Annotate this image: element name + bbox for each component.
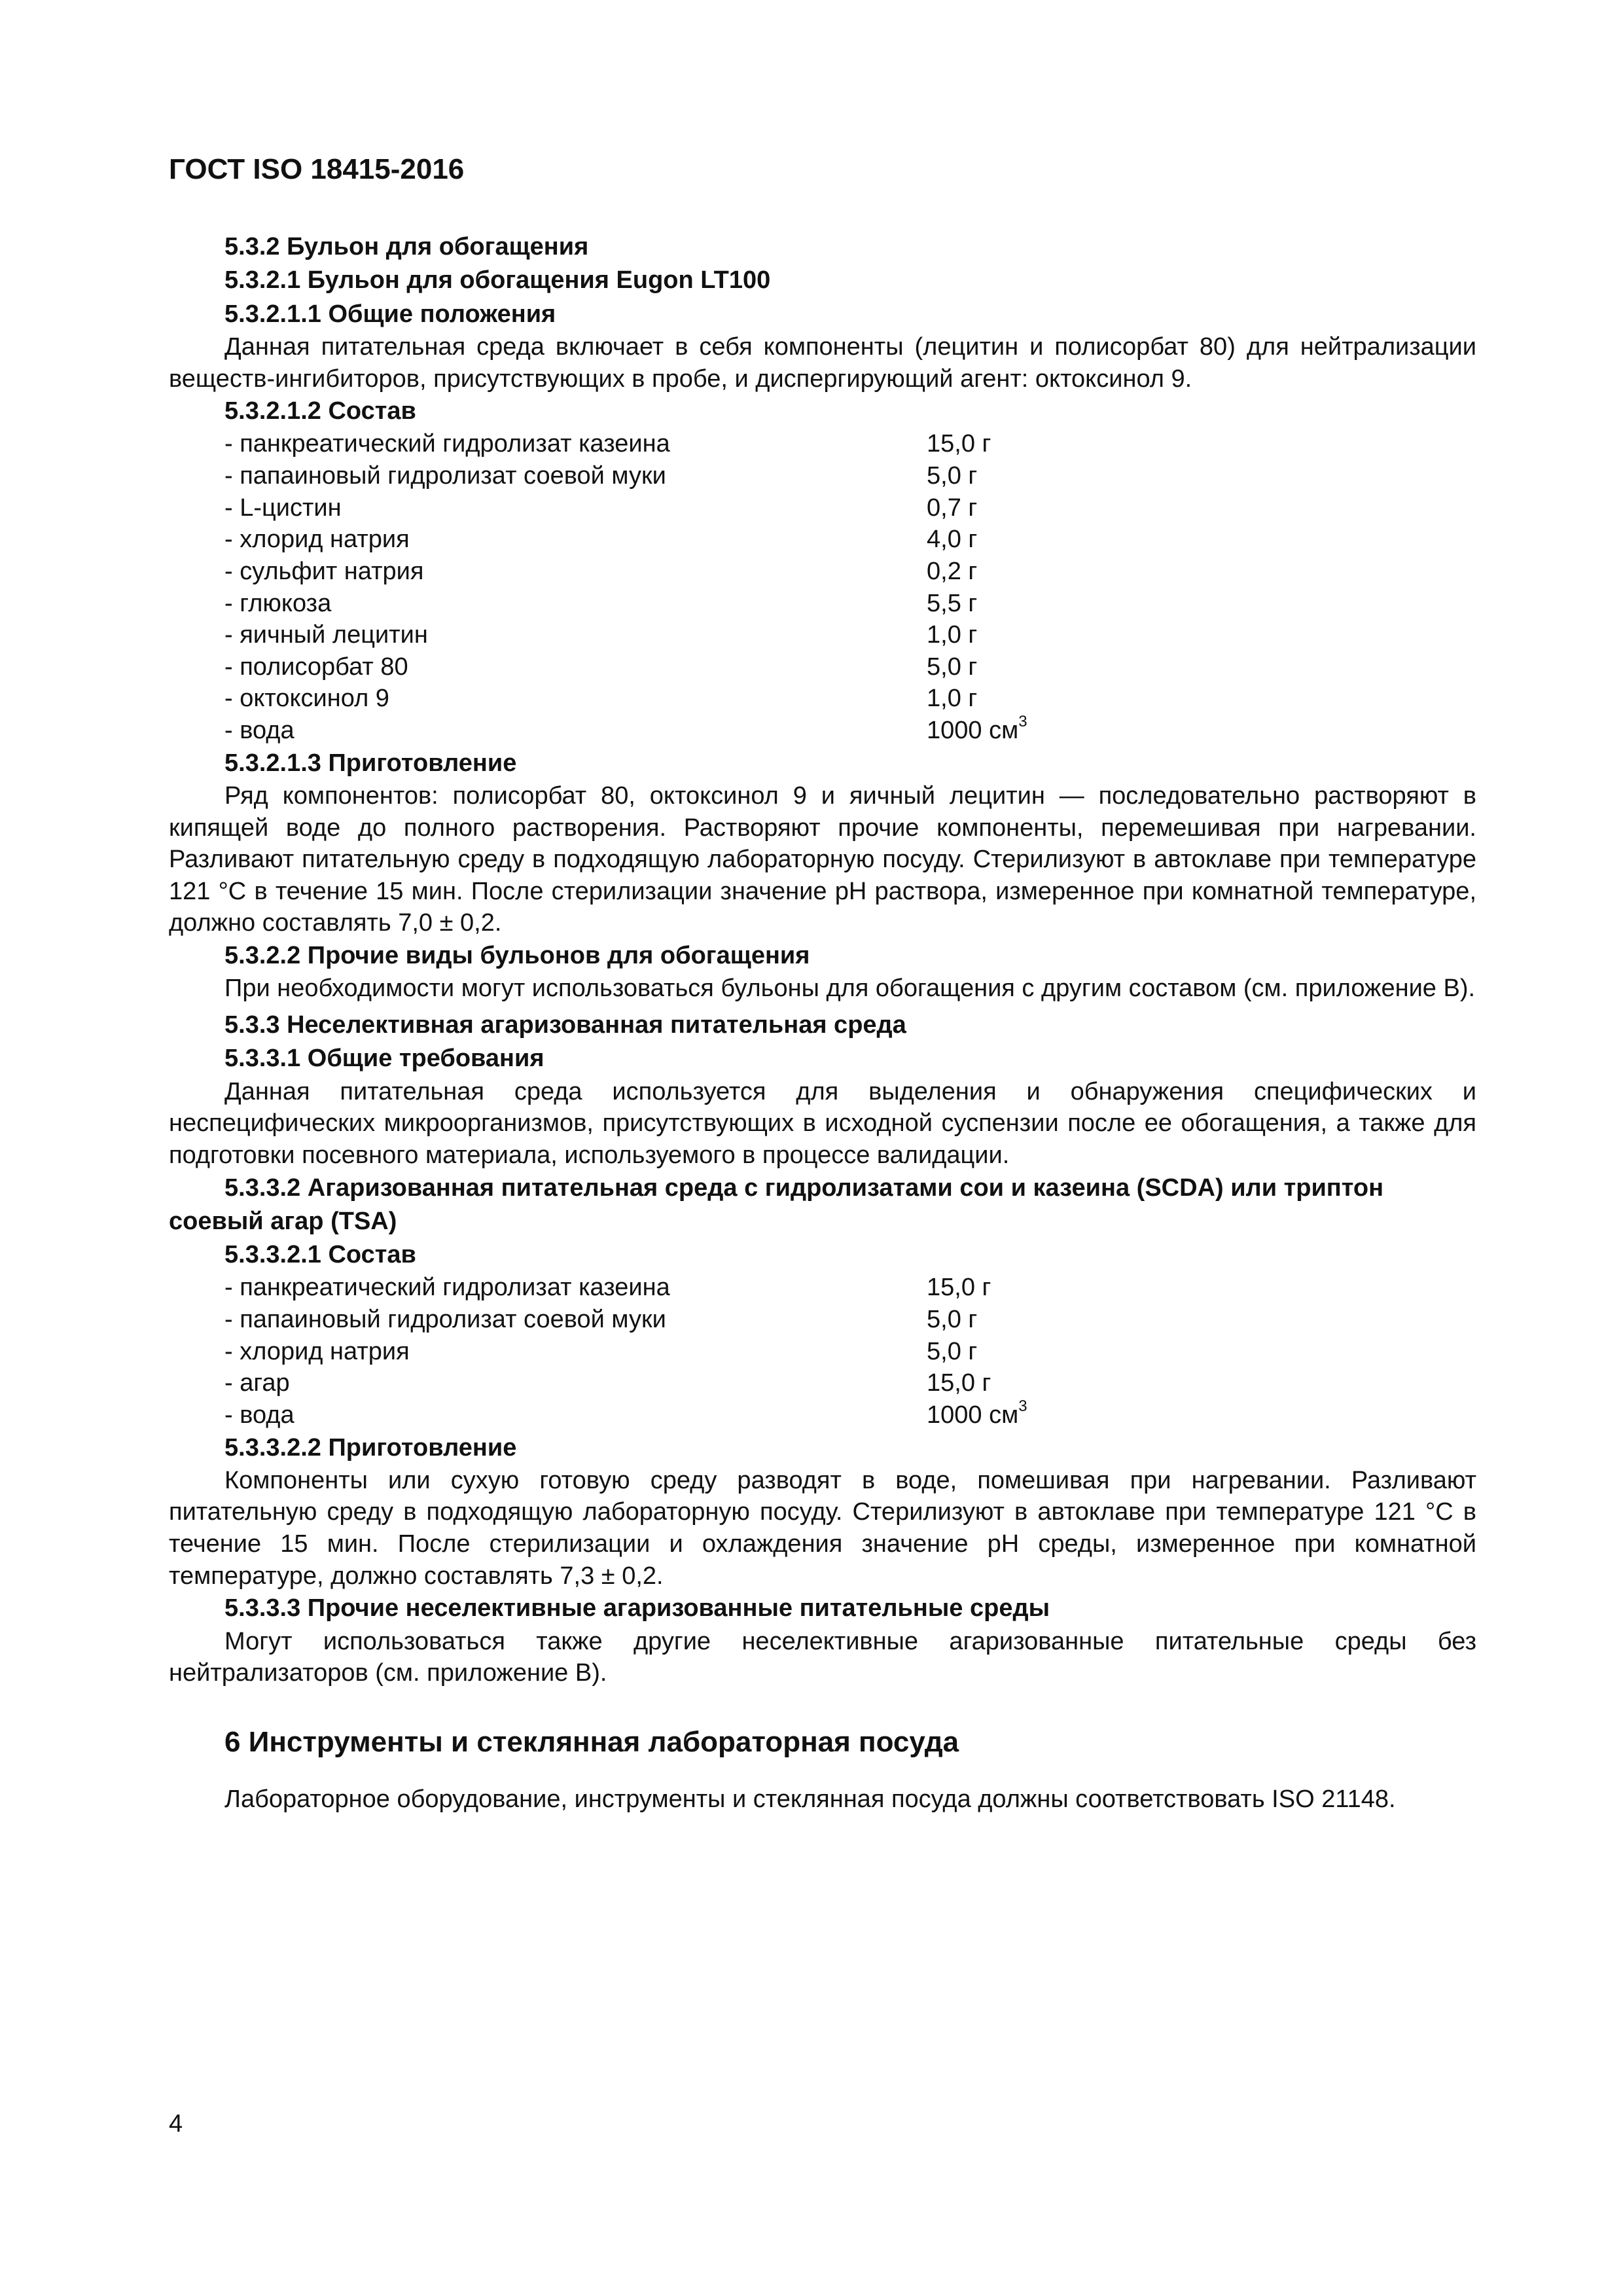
component-quantity [927,460,1188,492]
quantity-value: 1,0 г [927,685,978,713]
composition-item [169,651,1476,683]
composition-item [169,715,1476,747]
composition-item [169,1272,1476,1304]
component-quantity [927,1304,1188,1336]
composition-item [169,588,1476,620]
section-5-3-3-2-title: 5.3.3.2 Агаризованная питательная среда с гидролизатами сои и казеина (SCDA) или триптон соевый агар (TSA) [169,1174,1384,1235]
section-5-3-2-2-title: 5.3.2.2 Прочие виды бульонов для обогащения [224,942,810,970]
composition-item [169,460,1476,492]
composition-item [169,1399,1476,1431]
quantity-value: 1000 см [927,1401,1019,1429]
component-quantity [927,683,1188,715]
quantity-value: 5,0 г [927,462,978,490]
section-5-3-2-1-3-title: 5.3.2.1.3 Приготовление [224,749,517,777]
page-content [169,230,1476,1815]
section-5-3-2-1-1-title: 5.3.2.1.1 Общие положения [224,300,556,328]
component-name: - глюкоза [224,589,332,617]
composition-item [169,1367,1476,1399]
composition-item [169,428,1476,460]
component-quantity [927,1272,1188,1304]
composition-item [169,683,1476,715]
component-name: - папаиновый гидролизат соевой муки [224,462,666,490]
section-5-3-3-2-2-title: 5.3.3.2.2 Приготовление [224,1433,517,1462]
component-name: - L-цистин [224,493,342,522]
quantity-value: 5,5 г [927,589,978,617]
component-quantity [927,619,1188,651]
component-quantity [927,588,1188,620]
section-5-3-3-2-2-text: Компоненты или сухую готовую среду разводят в воде, помешивая при нагревании. Разливают питательную среду в подходящую лабораторную посуду. Стерилизуют в автоклаве при температуре 121 °С в течение 15 мин. После стерилизации и охлаждения значение рН среды, измеренное при комнатной температуре, должно составлять 7,3 ± 0,2. [169,1466,1476,1590]
unit-superscript: 3 [1018,713,1027,731]
component-name: - вода [224,717,294,745]
section-5-3-3-1-text: Данная питательная среда используется для выделения и обнаружения специфических и неспецифических микроорганизмов, присутствующих в исходной суспензии после ее обогащения, а также для подготовки посевного материала, используемого в процессе валидации. [169,1077,1476,1169]
component-name: - сульфит натрия [224,557,424,585]
section-5-3-3-title: 5.3.3 Неселективная агаризованная питательная среда [224,1011,906,1039]
section-5-3-3-3-title: 5.3.3.3 Прочие неселективные агаризованные питательные среды [224,1594,1050,1623]
composition-item [169,1336,1476,1368]
component-name: - агар [224,1369,290,1397]
composition-item [169,492,1476,524]
section-6-text: Лабораторное оборудование, инструменты и стеклянная посуда должны соответствовать ISO 21148. [224,1785,1396,1813]
quantity-value: 5,0 г [927,1306,978,1334]
document-header-title: ГОСТ ISO 18415-2016 [169,153,465,185]
component-name: - октоксинол 9 [224,685,389,713]
page-number: 4 [169,2110,183,2138]
composition-list-eugon [169,428,1476,746]
component-quantity [927,1336,1188,1368]
section-5-3-3-3-text: Могут использоваться также другие неселективные агаризованные питательные среды без нейтрализаторов (см. приложение В). [169,1627,1476,1687]
section-5-3-2-1-2-title: 5.3.2.1.2 Состав [224,397,416,425]
component-quantity [927,524,1188,556]
component-name: - вода [224,1401,294,1429]
section-5-3-2-title: 5.3.2 Бульон для обогащения [224,233,589,260]
component-name: - панкреатический гидролизат казеина [224,430,670,458]
component-quantity [927,492,1188,524]
quantity-value: 0,2 г [927,557,978,585]
section-5-3-2-1-3-text: Ряд компонентов: полисорбат 80, октоксинол 9 и яичный лецитин — последовательно растворяют в кипящей воде до полного растворения. Растворяют прочие компоненты, перемешивая при нагревании. Разливают питательную среду в подходящую лабораторную посуду. Стерилизуют в автоклаве при температуре 121 °С в течение 15 мин. После стерилизации значение рН раствора, измеренное при комнатной температуре, должно составлять 7,0 ± 0,2. [169,781,1476,937]
unit-superscript: 3 [1018,1397,1027,1416]
quantity-value: 0,7 г [927,493,978,522]
component-quantity [927,556,1188,588]
composition-item [169,619,1476,651]
composition-list-scda [169,1272,1476,1431]
component-quantity [927,428,1188,460]
component-name: - яичный лецитин [224,621,428,649]
section-5-3-2-2-text: При необходимости могут использоваться бульоны для обогащения с другим составом (см. приложение В). [224,975,1476,1003]
section-6-title: 6 Инструменты и стеклянная лабораторная посуда [224,1725,959,1758]
component-quantity [927,651,1188,683]
quantity-value: 15,0 г [927,1274,991,1302]
quantity-value: 4,0 г [927,526,978,554]
component-name: - панкреатический гидролизат казеина [224,1274,670,1302]
component-quantity [927,715,1188,747]
component-name: - хлорид натрия [224,526,410,554]
component-name: - папаиновый гидролизат соевой муки [224,1306,666,1334]
component-name: - хлорид натрия [224,1337,410,1365]
section-5-3-2-1-title: 5.3.2.1 Бульон для обогащения Eugon LT100 [224,266,771,295]
section-5-3-2-1-1-text: Данная питательная среда включает в себя компоненты (лецитин и полисорбат 80) для нейтрализации веществ-ингибиторов, присутствующих в пробе, и диспергирующий агент: октоксинол 9. [169,332,1476,393]
quantity-value: 1000 см [927,717,1019,745]
component-quantity [927,1367,1188,1399]
quantity-value: 15,0 г [927,1369,991,1397]
section-5-3-3-1-title: 5.3.3.1 Общие требования [224,1045,544,1073]
quantity-value: 5,0 г [927,1337,978,1365]
quantity-value: 5,0 г [927,653,978,681]
quantity-value: 1,0 г [927,621,978,649]
composition-item [169,556,1476,588]
composition-item [169,524,1476,556]
section-5-3-3-2-1-title: 5.3.3.2.1 Состав [224,1241,416,1269]
component-quantity [927,1399,1188,1431]
quantity-value: 15,0 г [927,430,991,458]
composition-item [169,1304,1476,1336]
component-name: - полисорбат 80 [224,653,408,681]
